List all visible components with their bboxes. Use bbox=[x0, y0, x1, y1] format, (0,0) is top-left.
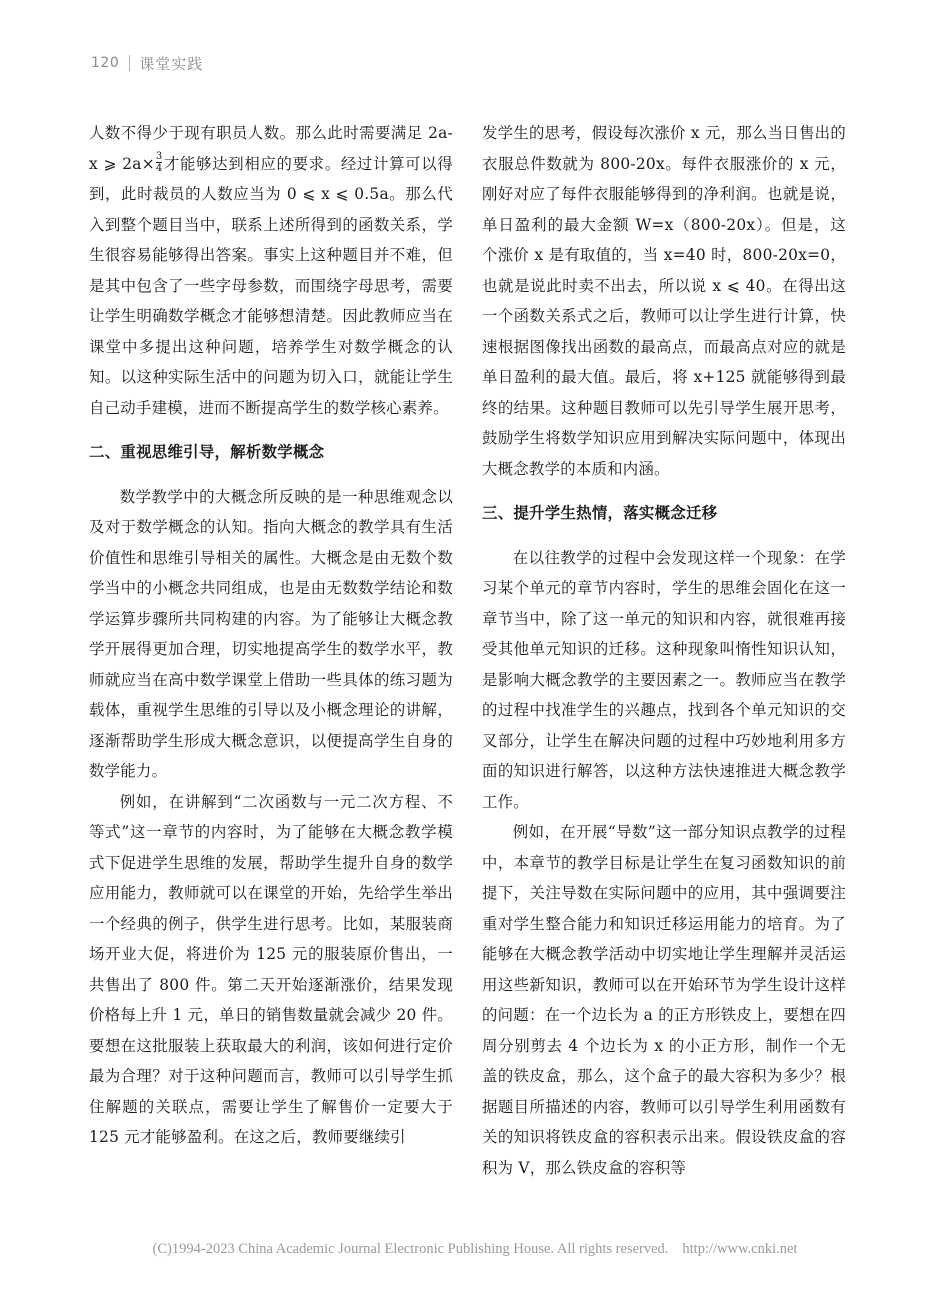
paragraph: 例如，在讲解到“二次函数与一元二次方程、不等式”这一章节的内容时，为了能够在大概念教学模式下促进学生思维的发展，帮助学生提升自身的数学应用能力，教师就可以在课堂的开始，先给学生举出一个经典的例子，供学生进行思考。比如，某服装商场开业大促，将进价为 125 元的服装原价售出，一共售出了 800 件。第二天开始逐渐涨价，结果发现价格每上升 1 元，单日的销售数量就会减少 20 件。要想在这批服装上获取最大的利润，该如何进行定价最为合理？对于这种问题而言，教师可以引导学生抓住解题的关联点，需要让学生了解售价一定要大于 125 元才能够盈利。在这之后，教师要继续引 bbox=[89, 792, 453, 1146]
fraction-denominator: 4 bbox=[155, 163, 163, 174]
section-title: 课堂实践 bbox=[139, 54, 204, 73]
header-divider bbox=[129, 55, 130, 71]
paragraph-text: 才能够达到相应的要求。经过计算可以得到，此时裁员的人数应当为 0 ⩽ x ⩽ 0.5a。那么代入到整个题目当中，联系上述所得到的函数关系，学生很容易能够得出答案。事实上这种题目并不难，但是其中包含了一些字母参数，而围绕字母思考，需要让学生明确数学概念才能够想清楚。因此教师应当在课堂中多提出这种问题，培养学生对数学概念的认知。以这种实际生活中的问题为切入口，就能让学生自己动手建模，进而不断提高学生的数学核心素养。 bbox=[89, 154, 453, 417]
right-column bbox=[482, 118, 846, 1183]
fraction-numerator: 3 bbox=[155, 151, 163, 162]
paragraph: 例如，在开展“导数”这一部分知识点教学的过程中，本章节的教学目标是让学生在复习函数知识的前提下，关注导数在实际问题中的应用，其中强调要注重对学生整合能力和知识迁移运用能力的培育。为了能够在大概念教学活动中切实地让学生理解并灵活运用这些新知识，教师可以在开始环节为学生设计这样的问题：在一个边长为 a 的正方形铁皮上，要想在四周分别剪去 4 个边长为 x 的小正方形，制作一个无盖的铁皮盒，那么，这个盒子的最大容积为多少？根据题目所描述的内容，教师可以引导学生利用函数有关的知识将铁皮盒的容积表示出来。假设铁皮盒的容积为 V，那么铁皮盒的容积等 bbox=[482, 823, 846, 1177]
paragraph: 数学教学中的大概念所反映的是一种思维观念以及对于数学概念的认知。指向大概念的教学具有生活价值性和思维引导相关的属性。大概念是由无数个数学当中的小概念共同组成，也是由无数数学结论和数学运算步骤所共同构建的内容。为了能够让大概念教学开展得更加合理，切实地提高学生的数学水平，教师就应当在高中数学课堂上借助一些具体的练习题为载体，重视学生思维的引导以及小概念理论的讲解，逐渐帮助学生形成大概念意识，以便提高学生自身的数学能力。 bbox=[89, 487, 453, 780]
fraction-three-quarters bbox=[156, 151, 163, 174]
running-header bbox=[91, 52, 203, 74]
left-column bbox=[89, 118, 453, 1153]
paragraph: 在以往教学的过程中会发现这样一个现象：在学习某个单元的章节内容时，学生的思维会固化在这一章节当中，除了这一单元的知识和内容，就很难再接受其他单元知识的迁移。这种现象叫惰性知识认知，是影响大概念教学的主要因素之一。教师应当在教学的过程中找准学生的兴趣点，找到各个单元知识的交叉部分，让学生在解决问题的过程中巧妙地利用多方面的知识进行解答，以这种方法快速推进大概念教学工作。 bbox=[482, 548, 846, 811]
paragraph bbox=[89, 118, 453, 423]
footer-url-link[interactable]: http://www.cnki.net bbox=[682, 1241, 798, 1257]
paragraph-text: 人数不得少于现有职员人数。那么此时需要满足 2a-x ⩾ 2a× bbox=[89, 124, 453, 173]
page-number: 120 bbox=[91, 55, 120, 71]
section-heading: 二、重视思维引导，解析数学概念 bbox=[89, 443, 325, 461]
copyright-footer bbox=[0, 1241, 950, 1258]
section-heading: 三、提升学生热情，落实概念迁移 bbox=[482, 504, 718, 522]
paragraph: 发学生的思考，假设每次涨价 x 元，那么当日售出的衣服总件数就为 800-20x。每件衣服涨价的 x 元，刚好对应了每件衣服能够得到的净利润。也就是说，单日盈利的最大金额 W=x（800-20x）。但是，这个涨价 x 是有取值的，当 x=40 时，800-20x=0，也就是说此时卖不出去，所以说 x ⩽ 40。在得出这一个函数关系式之后，教师可以让学生进行计算，快速根据图像找出函数的最高点，而最高点对应的就是单日盈利的最大值。最后，将 x+125 就能够得到最终的结果。这种题目教师可以先引导学生展开思考，鼓励学生将数学知识应用到解决实际问题中，体现出大概念教学的本质和内涵。 bbox=[482, 124, 846, 478]
copyright-text: (C)1994-2023 China Academic Journal Electronic Publishing House. All rights reserved. bbox=[152, 1241, 669, 1257]
